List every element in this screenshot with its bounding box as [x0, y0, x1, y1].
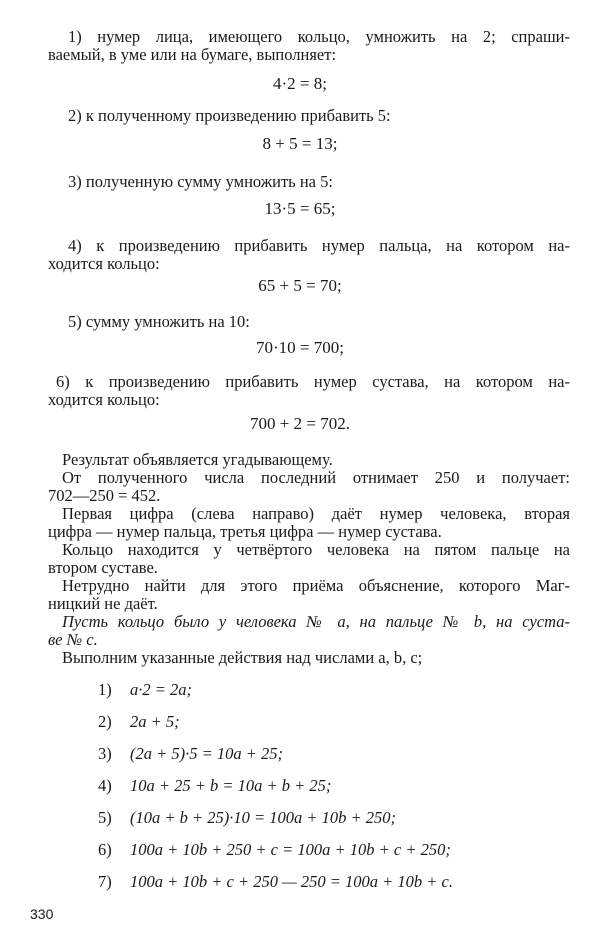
equation-row: [98, 680, 558, 700]
equation-expression: 10a + 25 + b = 10a + b + 25;: [130, 776, 332, 795]
equation-number: 2): [98, 712, 112, 731]
step-6-formula: 700 + 2 = 702.: [250, 414, 350, 433]
equation-number: 5): [98, 808, 112, 827]
body-line-10: Пусть кольцо было у человека № a, на пальце № b, на суста-: [62, 612, 570, 631]
body-line-7: втором суставе.: [48, 558, 158, 577]
body-line-1: Результат объявляется угадывающему.: [62, 450, 333, 469]
step-3-formula: 13·5 = 65;: [264, 199, 336, 218]
body-line-2: От полученного числа последний отнимает 250 и получает:: [62, 468, 570, 487]
body-line-9: ницкий не даёт.: [48, 594, 158, 613]
equation-number: 6): [98, 840, 112, 859]
equation-row: [98, 840, 558, 860]
equation-row: [98, 872, 558, 892]
equation-expression: (2a + 5)·5 = 10a + 25;: [130, 744, 284, 763]
equation-row: [98, 744, 558, 764]
step-3-line-1: 3) полученную сумму умножить на 5:: [68, 172, 333, 191]
equation-expression: 2a + 5;: [130, 712, 180, 731]
step-4-line-2: ходится кольцо:: [48, 254, 160, 273]
step-6-line-1: 6) к произведению прибавить нумер сустава, на котором на-: [56, 372, 570, 391]
equation-expression: 100a + 10b + c + 250 — 250 = 100a + 10b + c.: [130, 872, 453, 891]
equation-row: [98, 776, 558, 796]
body-line-5: цифра — нумер пальца, третья цифра — нумер сустава.: [48, 522, 442, 541]
step-1-formula: 4·2 = 8;: [273, 74, 327, 93]
step-6-line-2: ходится кольцо:: [48, 390, 160, 409]
equation-row: [98, 808, 558, 828]
equation-expression: 100a + 10b + 250 + c = 100a + 10b + c + 250;: [130, 840, 451, 859]
body-line-8: Нетрудно найти для этого приёма объяснение, которого Маг-: [62, 576, 570, 595]
body-line-12: Выполним указанные действия над числами a, b, c;: [62, 648, 423, 667]
equation-number: 3): [98, 744, 112, 763]
step-4-formula: 65 + 5 = 70;: [258, 276, 342, 295]
step-1-line-1: 1) нумер лица, имеющего кольцо, умножить на 2; спраши-: [68, 27, 570, 46]
equation-row: [98, 712, 558, 732]
step-1-line-2: ваемый, в уме или на бумаге, выполняет:: [48, 45, 337, 64]
body-line-4: Первая цифра (слева направо) даёт нумер человека, вторая: [62, 504, 570, 523]
body-line-6: Кольцо находится у четвёртого человека на пятом пальце на: [62, 540, 570, 559]
equation-expression: a·2 = 2a;: [130, 680, 193, 699]
step-4-line-1: 4) к произведению прибавить нумер пальца, на котором на-: [68, 236, 570, 255]
body-line-11: ве № c.: [48, 630, 98, 649]
step-5-line-1: 5) сумму умножить на 10:: [68, 312, 250, 331]
step-2-line-1: 2) к полученному произведению прибавить 5:: [68, 106, 391, 125]
equation-number: 7): [98, 872, 112, 891]
page-number: 330: [30, 906, 54, 922]
equation-expression: (10a + b + 25)·10 = 100a + 10b + 250;: [130, 808, 397, 827]
body-line-3: 702—250 = 452.: [48, 486, 161, 505]
equation-number: 1): [98, 680, 112, 699]
equation-number: 4): [98, 776, 112, 795]
step-5-formula: 70·10 = 700;: [256, 338, 344, 357]
step-2-formula: 8 + 5 = 13;: [262, 134, 338, 153]
